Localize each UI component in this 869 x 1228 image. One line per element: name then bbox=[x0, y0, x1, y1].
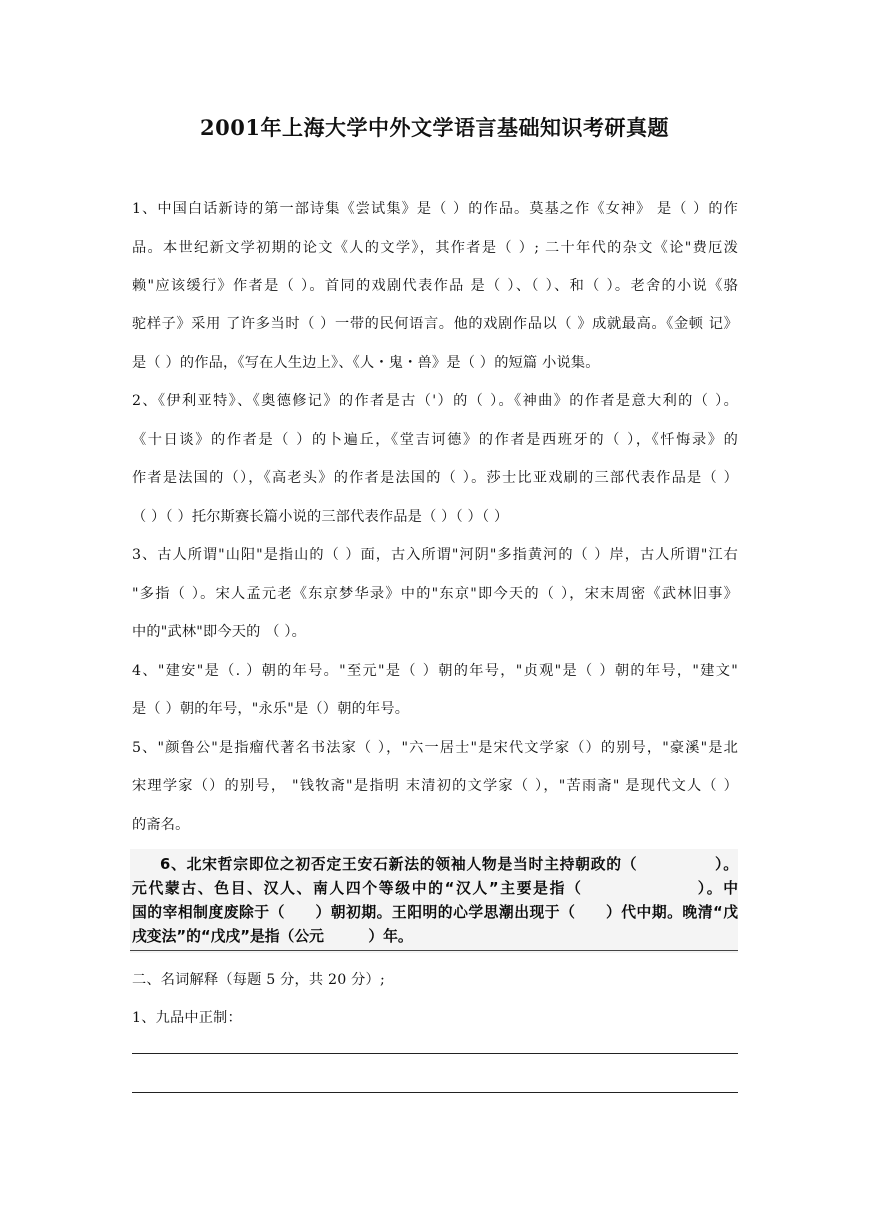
question-2-line-4: （ ）（ ）托尔斯赛长篇小说的三部代表作品是（ ）（ ）（ ） bbox=[132, 509, 509, 525]
page-title: 2001年上海大学中外文学语言基础知识考研真题 bbox=[200, 115, 669, 140]
question-2-line-2: 《十日谈》的作者是（ ）的卜遍丘，《堂吉诃德》的作者是西班牙的（ ），《忏悔录》的 bbox=[132, 432, 738, 448]
scanned-line-4: 戌变法”的“戊戌”是指（公元 ）年。 bbox=[132, 928, 413, 945]
question-3-line-3: 中的"武林"即今天的 （ ）。 bbox=[132, 624, 307, 640]
question-4-line-1: 4、"建安"是（. ）朝的年号。"至元"是（ ）朝的年号，"贞观"是（ ）朝的年号，"建文" bbox=[132, 663, 738, 679]
answer-line-1 bbox=[132, 1053, 738, 1055]
question-2-line-3: 作者是法国的（），《高老头》的作者是法国的（ ）。莎士比亚戏刷的三部代表作品是（ ） bbox=[132, 470, 738, 486]
answer-line-2 bbox=[132, 1092, 738, 1094]
scanned-line-1: 6、北宋哲宗即位之初否定王安石新法的领袖人物是当时主持朝政的（ ）。 bbox=[160, 856, 738, 873]
scanned-line-2: 元代蒙古、色目、汉人、南人四个等级中的“汉人”主要是指（ ）。中 bbox=[132, 880, 738, 897]
scanned-question-6 bbox=[130, 849, 738, 953]
question-1-line-1: 1、中国白话新诗的第一部诗集《尝试集》是（ ）的作品。莫基之作《女神》 是（ ）的作 bbox=[132, 201, 738, 217]
term-1-label: 1、九品中正制： bbox=[132, 1010, 242, 1026]
question-3-line-1: 3、古人所谓"山阳"是指山的（ ）面，古入所谓"河阴"多指黄河的（ ）岸，古人所谓"江右 bbox=[132, 547, 738, 563]
question-3-line-2: "多指（ ）。宋人孟元老《东京梦华录》中的"东京"即今天的（ ），宋末周密《武林旧事》 bbox=[132, 586, 738, 602]
question-4-line-2: 是（ ）朝的年号，"永乐"是（）朝的年号。 bbox=[132, 701, 410, 717]
question-5-line-1: 5、"颜鲁公"是指瘤代著名书法家（ ），"六一居士"是宋代文学家（）的别号，"豪溪"是北 bbox=[132, 740, 738, 756]
question-5-line-2: 宋理学家（）的别号， "钱牧斋"是指明 末清初的文学家（ ），"苦雨斋" 是现代文人（ ） bbox=[132, 778, 738, 794]
scanned-line-3: 国的宰相制度废除于（ ）朝初期。王阳明的心学思潮出现于（ ）代中期。晚清“戊 bbox=[132, 904, 738, 921]
question-1-line-3: 赖"应该缓行》作者是（ ）。首同的戏剧代表作品 是（ ）、（ ）、和（ ）。老舍的小说《骆 bbox=[132, 278, 738, 294]
question-5-line-3: 的斋名。 bbox=[132, 817, 190, 833]
question-1-line-5: 是（ ）的作品，《写在人生边上》、《人・鬼・兽》是（ ）的短篇 小说集。 bbox=[132, 355, 600, 371]
section-2-heading: 二、名词解释（每题 5 分，共 20 分）; bbox=[132, 972, 385, 988]
question-1-line-4: 驼样子》采用 了许多当时（ ）一带的民何语言。他的戏剧作品以（ 》成就最高。《金顿 记》 bbox=[132, 316, 738, 332]
question-1-line-2: 品。本世纪新文学初期的论文《人的文学》，其作者是（ ）; 二十年代的杂文《论"费厄泼 bbox=[132, 240, 738, 256]
scan-bottom-rule bbox=[130, 950, 738, 951]
question-2-line-1: 2、《伊利亚特》、《奥德修记》的作者是古（'）的（ ）。《神曲》的作者是意大利的（ ）。 bbox=[132, 393, 738, 409]
